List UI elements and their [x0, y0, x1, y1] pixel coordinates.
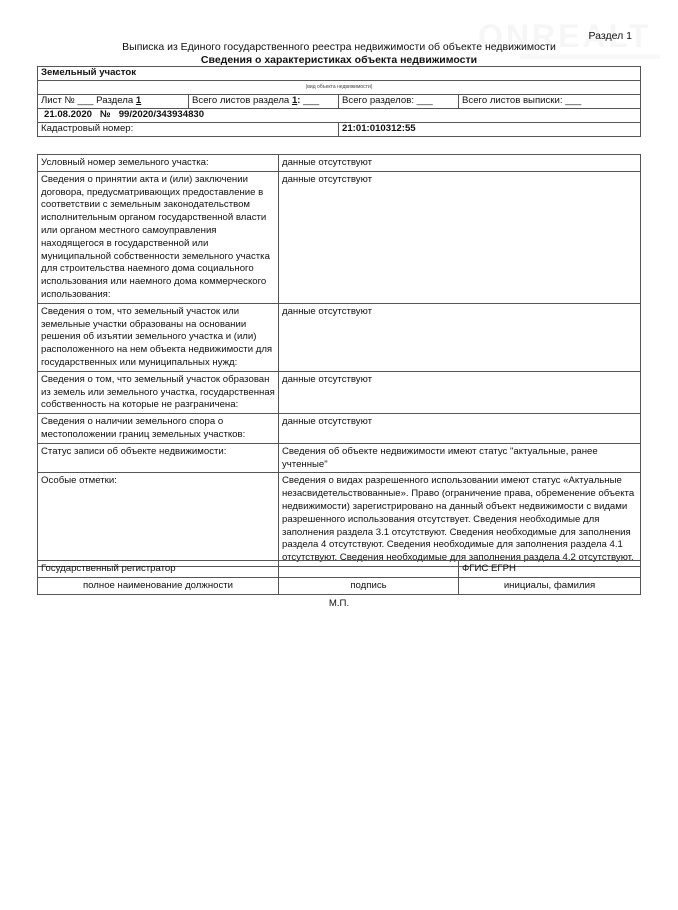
- row-value: Сведения об объекте недвижимости имеют статус "актуальные, ранее учтенные": [279, 443, 641, 473]
- extract-number-label: №: [100, 109, 111, 120]
- sheet-info-row: [38, 95, 641, 109]
- sheet-no-value: ___: [77, 95, 94, 106]
- cadastral-number: 21:01:010312:55: [339, 123, 641, 137]
- table-row: [38, 443, 641, 473]
- row-value: данные отсутствуют: [279, 414, 641, 444]
- row-label: Условный номер земельного участка:: [38, 155, 279, 172]
- extract-date: 21.08.2020: [44, 109, 93, 120]
- registrar-position: Государственный регистратор: [38, 561, 279, 578]
- stamp-place: М.П.: [328, 598, 350, 609]
- row-value: данные отсутствуют: [279, 155, 641, 172]
- row-value: данные отсутствуют: [279, 303, 641, 371]
- position-caption: полное наименование должности: [38, 578, 279, 595]
- characteristics-table: [37, 154, 641, 567]
- registrar-signature: [279, 561, 459, 578]
- signature-caption: подпись: [279, 578, 459, 595]
- cadastral-number-label: Кадастровый номер:: [38, 123, 339, 137]
- table-row: [38, 171, 641, 303]
- row-label: Статус записи об объекте недвижимости:: [38, 443, 279, 473]
- signature-table: [37, 560, 641, 595]
- table-row: [38, 371, 641, 413]
- total-section-sheets-section: 1: [291, 95, 298, 106]
- document-title: Выписка из Единого государственного реестра недвижимости об объекте недвижимости: [122, 41, 556, 53]
- row-value: данные отсутствуют: [279, 171, 641, 303]
- table-row: [38, 414, 641, 444]
- total-sections-value: ___: [416, 95, 433, 106]
- sheet-number-cell: [38, 95, 189, 109]
- table-row: [38, 473, 641, 567]
- object-header-table: [37, 66, 641, 137]
- table-row: [38, 303, 641, 371]
- total-sections-cell: [339, 95, 459, 109]
- row-label: Сведения о принятии акта и (или) заключении договора, предусматривающих предоставление в соответствии с земельным законодательством исполнительным органом государственной власти или органом местного самоуправления находящегося в государственной или муниципальной собственности земельного участка для строительства наемного дома социального использования или наемного дома коммерческого использования:: [38, 171, 279, 303]
- object-type-caption: (вид объекта недвижимости): [38, 81, 641, 95]
- total-section-sheets-label: Всего листов раздела: [192, 95, 290, 106]
- total-extract-sheets-label: Всего листов выписки:: [462, 95, 563, 106]
- row-label: Сведения о том, что земельный участок или земельные участки образованы на основании решения об изъятии земельного участка и (или) расположенного на нем объекта недвижимости для государственных или муниципальных нужд:: [38, 303, 279, 371]
- row-label: Сведения о том, что земельный участок образован из земель или земельного участка, государственная собственность на которые не разграничена:: [38, 371, 279, 413]
- row-value: данные отсутствуют: [279, 371, 641, 413]
- table-row: [38, 155, 641, 172]
- registrar-name: ФГИС ЕГРН: [459, 561, 641, 578]
- row-label: Сведения о наличии земельного спора о местоположении границ земельных участков:: [38, 414, 279, 444]
- total-section-sheets-cell: Всего листов раздела 1: ___: [189, 95, 339, 109]
- extract-date-number: [38, 109, 641, 123]
- total-sections-label: Всего разделов:: [342, 95, 414, 106]
- section-label-text: Раздела: [96, 95, 134, 106]
- total-extract-sheets-value: ___: [565, 95, 582, 106]
- object-type: Земельный участок: [38, 67, 641, 81]
- total-extract-sheets-cell: [459, 95, 641, 109]
- section-value: 1: [135, 95, 142, 106]
- document-subtitle: Сведения о характеристиках объекта недвижимости: [200, 54, 478, 66]
- row-label: Особые отметки:: [38, 473, 279, 567]
- row-value: Сведения о видах разрешенного использовании имеют статус «Актуальные незасвидетельствованные». Право (ограничение права, обременение объекта недвижимости) зарегистрировано на данный объект недвижимости с видами разрешенного использования отсутствует. Сведения необходимые для заполнения раздела 3.1 отсутствуют. Сведения необходимые для заполнения раздела 4 отсутствуют. Сведения необходимые для заполнения раздела 4.1 отсутствуют. Сведения необходимые для заполнения раздела 4.2 отсутствуют.: [279, 473, 641, 567]
- name-caption: инициалы, фамилия: [459, 578, 641, 595]
- extract-number: 99/2020/343934830: [118, 109, 205, 120]
- sheet-no-label: Лист №: [41, 95, 75, 106]
- section-label: Раздел 1: [588, 30, 632, 42]
- total-section-sheets-value: ___: [303, 95, 320, 106]
